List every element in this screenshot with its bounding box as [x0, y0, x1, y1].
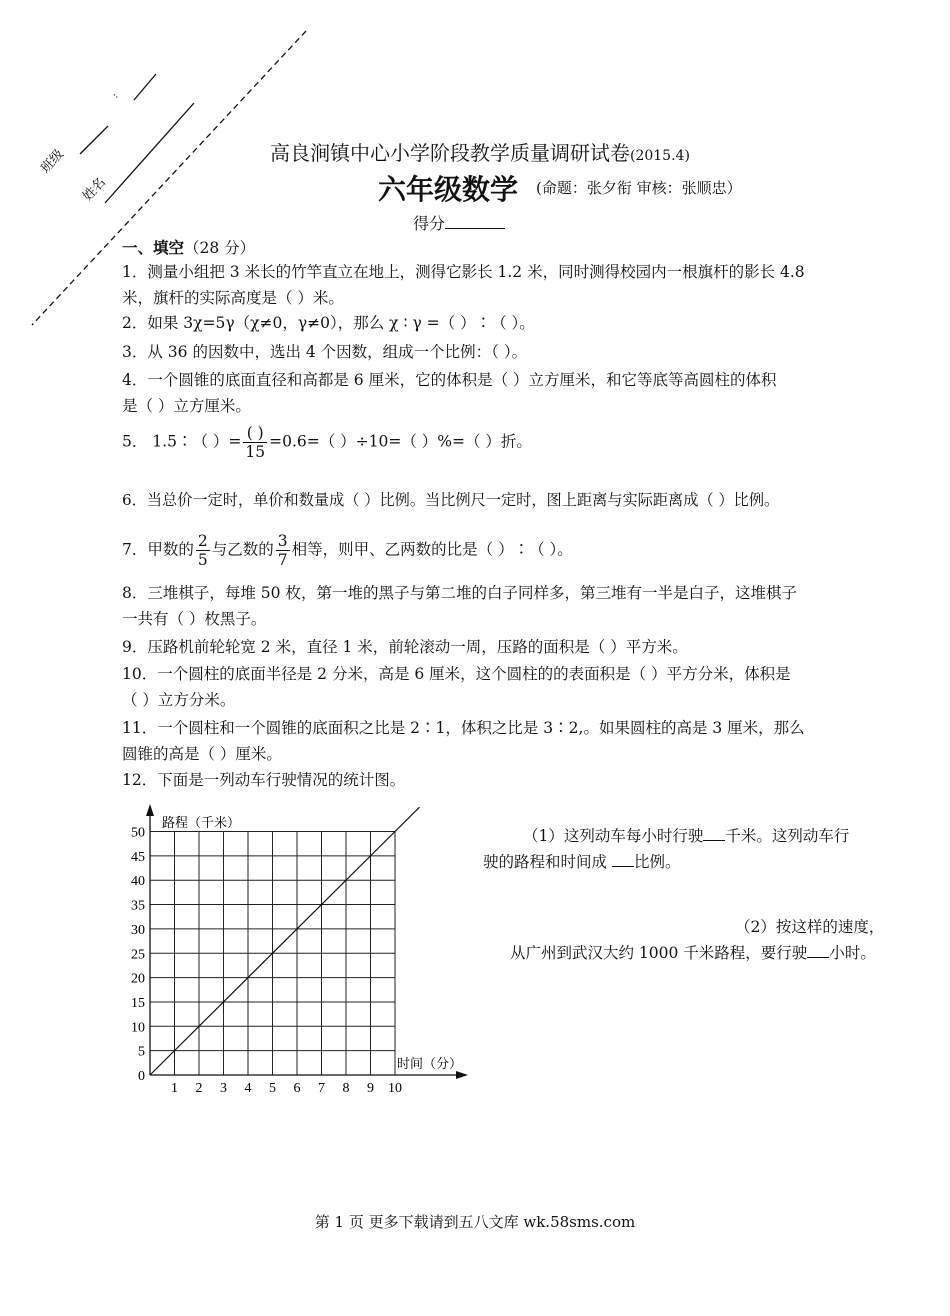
q7-fraction-2 — [276, 532, 290, 569]
name-label: 姓名 — [80, 174, 109, 205]
q7-f1-numerator: 2 — [197, 532, 208, 550]
q7-f2-denominator: 7 — [277, 551, 288, 569]
class-blank — [80, 126, 108, 154]
section-points: （28 分） — [184, 239, 256, 257]
x-tick-label: 3 — [220, 1081, 227, 1096]
page-footer: 第 1 页 更多下载请到五八文库 wk.58sms.com — [314, 1213, 636, 1231]
question-8-line-2: 一共有（ ）枚黑子。 — [122, 610, 267, 628]
sub2-text-a: 从广州到武汉大约 1000 千米路程，要行驶 — [510, 944, 808, 962]
x-tick-label: 6 — [293, 1081, 301, 1096]
sub1-blank-1[interactable] — [703, 826, 725, 841]
sub1-text-b: 千米。这列动车行 — [725, 827, 850, 845]
subject-title: 六年级数学 — [378, 173, 519, 206]
sub-question-2-line-1: （2）按这样的速度， — [735, 918, 885, 936]
question-1-line-1: 1．测量小组把 3 米长的竹竿直立在地上，测得它影长 1.2 米，同时测得校园内一根旗杆的影长 4.8 — [122, 263, 805, 281]
x-axis-title: 时间（分） — [397, 1057, 463, 1072]
x-tick-label: 10 — [388, 1081, 402, 1096]
y-tick-label: 50 — [131, 825, 145, 841]
y-tick-label: 35 — [131, 898, 145, 914]
x-tick-label: 8 — [342, 1081, 350, 1096]
class-label: 班级 — [38, 146, 67, 177]
y-axis-arrow — [146, 804, 154, 816]
x-tick-label: 9 — [367, 1081, 374, 1096]
sub2-text-b: 小时。 — [829, 944, 876, 962]
x-tick-label: 7 — [318, 1081, 325, 1096]
score-blank[interactable] — [445, 214, 505, 229]
question-3: 3．从 36 的因数中，选出 4 个因数，组成一个比例：（ ）。 — [122, 343, 528, 361]
colon-mark: : — [110, 90, 121, 101]
question-5 — [122, 424, 532, 461]
y-tick-label: 25 — [131, 947, 145, 963]
q5-prefix: 5． 1.5∶（ ）= — [122, 432, 242, 451]
q7-f2-numerator: 3 — [277, 532, 288, 550]
q5-denominator: 15 — [245, 443, 266, 461]
exam-title-text: 高良涧镇中心小学阶段教学质量调研试卷 — [270, 141, 630, 165]
question-11-line-2: 圆锥的高是（ ）厘米。 — [122, 745, 282, 763]
q7-fraction-1 — [196, 532, 210, 569]
question-8-line-1: 8．三堆棋子，每堆 50 枚，第一堆的黑子与第二堆的白子同样多，第三堆有一半是白子，这堆棋子 — [122, 584, 797, 602]
score-field[interactable] — [413, 211, 505, 234]
x-tick-label: 2 — [195, 1081, 203, 1096]
y-tick-label: 5 — [138, 1044, 145, 1060]
sub1-text-a: （1）这列动车每小时行驶 — [523, 827, 704, 845]
authors: (命题：张夕衔 审核：张顺忠） — [536, 179, 742, 197]
y-tick-label: 10 — [131, 1020, 145, 1036]
question-9: 9．压路机前轮轮宽 2 米，直径 1 米，前轮滚动一周，压路的面积是（ ）平方米。 — [122, 638, 688, 656]
sub1-blank-2[interactable] — [612, 852, 634, 867]
question-6: 6．当总价一定时，单价和数量成（ ）比例。当比例尺一定时，图上距离与实际距离成（ ）比例。 — [122, 491, 780, 509]
section-title: 一、填空 — [122, 239, 185, 257]
y-tick-label: 0 — [138, 1069, 145, 1084]
question-10-line-1: 10．一个圆柱的底面半径是 2 分米，高是 6 厘米，这个圆柱的的表面积是（ ）平方分米，体积是 — [122, 665, 791, 683]
q7-part-a: 7．甲数的 — [122, 540, 194, 559]
sub2-blank[interactable] — [807, 943, 829, 958]
q7-part-c: 相等，则甲、乙两数的比是（ ）∶（ ）。 — [291, 540, 573, 559]
question-7 — [122, 532, 573, 569]
sub1-text-c: 驶的路程和时间成 — [483, 853, 612, 871]
q5-suffix: =0.6=（ ）÷10=（ ）%=（ ）折。 — [269, 432, 532, 451]
train-chart — [120, 798, 480, 1100]
y-tick-label: 40 — [131, 874, 145, 890]
y-tick-label: 15 — [131, 995, 145, 1011]
q5-fraction — [243, 424, 267, 461]
y-tick-label: 45 — [131, 849, 145, 865]
sub1-text-d: 比例。 — [633, 853, 681, 871]
question-10-line-2: （ ）立方分米。 — [122, 691, 236, 709]
sub-question-1-line-1 — [523, 825, 849, 847]
score-label: 得分 — [413, 214, 446, 233]
question-11-line-1: 11．一个圆柱和一个圆锥的底面积之比是 2∶1，体积之比是 3∶2,。如果圆柱的高是 3 厘米，那么 — [122, 719, 805, 737]
y-tick-label: 20 — [131, 971, 145, 987]
seat-blank — [134, 74, 156, 100]
q7-f1-denominator: 5 — [197, 551, 208, 569]
exam-date: (2015.4) — [630, 148, 690, 164]
x-axis-arrow — [456, 1071, 468, 1079]
x-tick-label: 5 — [269, 1081, 276, 1096]
y-axis-title: 路程（千米） — [162, 816, 241, 831]
x-tick-label: 1 — [171, 1081, 178, 1096]
q7-part-b: 与乙数的 — [211, 540, 274, 559]
section-heading — [122, 236, 255, 258]
sub-question-2-line-2 — [510, 942, 876, 964]
question-4-line-2: 是（ ）立方厘米。 — [122, 397, 251, 415]
name-blank — [105, 103, 194, 203]
exam-title — [270, 137, 690, 166]
x-tick-label: 4 — [244, 1081, 252, 1096]
sub-question-1-line-2 — [483, 851, 680, 873]
question-1-line-2: 米，旗杆的实际高度是（ ）米。 — [122, 289, 344, 307]
question-12: 12．下面是一列动车行驶情况的统计图。 — [122, 771, 406, 789]
question-2: 2．如果 3χ=5γ（χ≠0，γ≠0），那么 χ ∶ γ =（ ）∶（ ）。 — [122, 314, 535, 332]
q5-numerator: ( ) — [243, 424, 267, 443]
y-tick-label: 30 — [131, 922, 145, 938]
series-line — [150, 807, 420, 1075]
question-4-line-1: 4．一个圆锥的底面直径和高都是 6 厘米，它的体积是（ ）立方厘米，和它等底等高圆柱的体积 — [122, 371, 777, 389]
